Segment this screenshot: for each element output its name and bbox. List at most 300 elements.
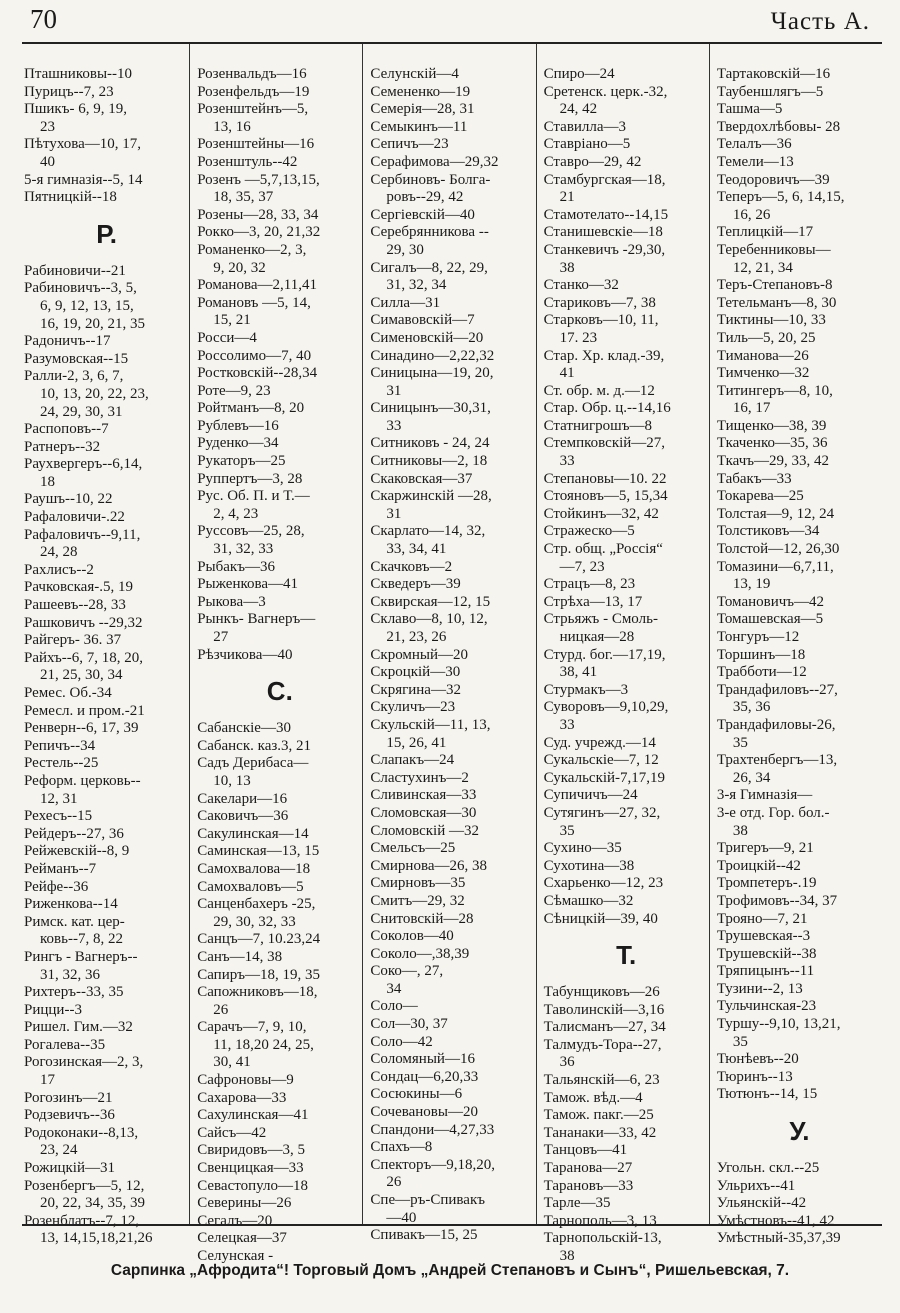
directory-entry: Суворовъ—9,10,29, [543, 699, 669, 716]
directory-entry: Римск. кат. цер- [24, 913, 125, 930]
directory-entry: Самохвалова—18 [197, 860, 311, 877]
directory-entry: Трабботи—12 [716, 664, 807, 681]
directory-entry: Ренверн--6, 17, 39 [24, 720, 139, 737]
directory-entry: Селунская - [197, 1248, 274, 1264]
directory-entry: Самохваловъ—5 [197, 878, 304, 895]
entry-continuation: 26 [213, 1001, 229, 1018]
directory-entry: Ставро—29, 42 [543, 153, 642, 170]
directory-entry: Угольн. скл.--25 [716, 1160, 820, 1177]
letter-heading: У. [789, 1116, 810, 1147]
entry-continuation: 38 [559, 259, 575, 276]
directory-entry: Статнигрошъ—8 [543, 417, 652, 434]
directory-entry: Тетельманъ—8, 30 [716, 294, 837, 311]
directory-entry: Рублевъ—16 [197, 417, 279, 434]
directory-entry: Сапиръ—18, 19, 35 [197, 966, 320, 983]
entry-continuation: 12, 21, 34 [732, 259, 793, 276]
directory-entry: Радоничъ--17 [24, 333, 111, 350]
directory-entry: Тарнополь—3, 13 [543, 1212, 657, 1229]
directory-entry: Сарачъ—7, 9, 10, [197, 1019, 307, 1036]
directory-entry: Сафроновы—9 [197, 1072, 294, 1089]
directory-entry: Трандафиловъ--27, [716, 681, 838, 698]
directory-entry: Туршу--9,10, 13,21, [716, 1016, 841, 1033]
directory-entry: Соколов—40 [370, 928, 454, 945]
directory-entry: Родоконаки--8,13, [24, 1124, 139, 1141]
directory-entry: Талмудъ-Тора--27, [543, 1036, 662, 1053]
entry-continuation: 41 [559, 365, 575, 382]
directory-entry: Ройтманъ—8, 20 [197, 400, 305, 417]
directory-entry: Рафаловичъ--9,11, [24, 526, 141, 543]
entry-continuation: 10, 13, 20, 22, 23, [40, 385, 149, 402]
directory-entry: Табакъ—33 [716, 470, 792, 487]
entry-continuation: 33 [559, 453, 575, 470]
directory-entry: Сѣмашко—32 [543, 892, 634, 909]
entry-continuation: 35 [732, 1033, 748, 1050]
directory-entry: Рус. Об. П. и Т.— [197, 488, 310, 505]
directory-entry: Стойкинъ—32, 42 [543, 505, 659, 522]
directory-entry: Скаржинскій —28, [370, 488, 492, 505]
entry-continuation: 12, 31 [40, 790, 78, 807]
entry-continuation: 30, 41 [213, 1054, 251, 1071]
directory-entry: Санъ—14, 38 [197, 948, 283, 965]
entry-continuation: 31, 32, 34 [386, 277, 447, 294]
directory-entry: Реформ. церковь-- [24, 772, 141, 789]
directory-entry: Стрьяжъ - Смоль- [543, 611, 658, 628]
directory-entry: Романовъ —5, 14, [197, 294, 311, 311]
entry-continuation: 24, 42 [559, 101, 598, 118]
directory-entry: Рафаловичи-.22 [24, 509, 125, 526]
entry-continuation: 31, 32, 36 [40, 966, 100, 983]
directory-entry: Тиманова—26 [716, 347, 809, 364]
entry-continuation: 13, 14,15,18,21,26 [40, 1230, 153, 1247]
directory-entry: Стамбургская—18, [543, 171, 666, 188]
entry-continuation: —7, 23 [559, 558, 605, 575]
directory-entry: Сосюкины—6 [370, 1086, 463, 1103]
directory-entry: Суд. учрежд.—14 [543, 734, 656, 751]
directory-entry: Тюнѣевъ--20 [716, 1051, 799, 1068]
directory-entry: Рыкова—3 [197, 593, 266, 610]
directory-entry: Серебрянникова -- [370, 224, 489, 241]
directory-entry: Телалъ—36 [716, 136, 792, 153]
entry-continuation: 21, 25, 30, 34 [40, 667, 123, 684]
directory-entry: Стурд. бог.—17,19, [543, 646, 666, 663]
directory-entry: Пѣтухова—10, 17, [24, 136, 142, 153]
directory-entry: Скачковъ—2 [370, 558, 453, 575]
directory-entry: Стр. общ. „Россія“ [543, 541, 663, 558]
directory-entry: Селунскій—4 [370, 66, 459, 82]
directory-entry: Рыбакъ—36 [197, 558, 275, 575]
directory-entry: Рогозинская—2, 3, [24, 1054, 144, 1071]
directory-entry: Сондац—6,20,33 [370, 1068, 479, 1085]
directory-entry: Сегалъ—20 [197, 1212, 273, 1229]
directory-entry: Тонгуръ—12 [716, 629, 800, 645]
entry-continuation: 38 [732, 822, 748, 839]
directory-entry: Спандони—4,27,33 [370, 1121, 495, 1138]
directory-entry: Трушевская--3 [716, 928, 811, 945]
letter-heading: Т. [616, 940, 637, 971]
directory-entry: Рачковская-.5, 19 [24, 579, 133, 596]
directory-entry: Таранова—27 [543, 1160, 633, 1177]
entry-continuation: ковь--7, 8, 22 [40, 931, 123, 948]
directory-entry: Разумовская--15 [24, 350, 129, 367]
directory-entry: Раушъ--10, 22 [24, 491, 113, 508]
directory-entry: Рейфе--36 [24, 878, 89, 895]
entry-continuation: 6, 9, 12, 13, 15, [40, 297, 134, 314]
directory-entry: Склаво—8, 10, 12, [370, 611, 488, 628]
entry-continuation: 15, 26, 41 [386, 734, 447, 751]
entry-continuation: 18, 35, 37 [213, 189, 274, 206]
directory-entry: Серафимова—29,32 [370, 153, 499, 170]
directory-entry: Россолимо—7, 40 [197, 347, 312, 364]
directory-entry: Стрѣха—13, 17 [543, 593, 643, 610]
entry-continuation: 35 [732, 734, 748, 751]
directory-entry: Тузини--2, 13 [716, 980, 803, 997]
directory-entry: 3-я Гимназія— [716, 787, 813, 804]
directory-entry: Скульскій—11, 13, [370, 716, 491, 733]
directory-entry: Ремес. Об.-34 [24, 685, 112, 701]
directory-entry: Рахлисъ--2 [24, 561, 94, 578]
entry-continuation: 33 [386, 417, 402, 434]
directory-entry: Смитъ—29, 32 [370, 892, 465, 909]
directory-entry: Тульчинская-23 [716, 998, 817, 1015]
entry-continuation: 16, 17 [732, 400, 771, 417]
directory-entry: Сѣницкій—39, 40 [543, 910, 658, 927]
entry-continuation: 31, 32, 33 [213, 541, 274, 558]
directory-entry: Симавовскій—7 [370, 312, 475, 329]
directory-entry: Ставріано—5 [543, 136, 631, 153]
directory-entry: Рабиновичи--21 [24, 262, 126, 279]
directory-entry: Сименовскій—20 [370, 329, 484, 346]
directory-entry: Токарева—25 [716, 488, 804, 505]
directory-entry: Торшинъ—18 [716, 646, 806, 663]
directory-entry: Рыженкова—41 [197, 576, 299, 593]
directory-entry: Розенбергъ—5, 12, [24, 1177, 145, 1194]
part-title: Часть А. [770, 8, 870, 35]
directory-entry: Стар. Обр. ц.--14,16 [543, 400, 671, 417]
directory-entry: Рогозинъ—21 [24, 1089, 113, 1106]
directory-entry: Розенъ —5,7,13,15, [197, 171, 320, 188]
directory-entry: Руденко—34 [197, 435, 279, 452]
directory-entry: Тютюнъ--14, 15 [716, 1086, 818, 1103]
directory-entry: Тищенко—38, 39 [716, 417, 827, 434]
directory-entry: Соло—42 [370, 1033, 433, 1050]
entry-continuation: 26 [386, 1174, 402, 1191]
directory-entry: Сигалъ—8, 22, 29, [370, 259, 488, 276]
directory-entry: Степановы—10. 22 [543, 470, 667, 487]
directory-entry: Розены—28, 33, 34 [197, 206, 319, 223]
directory-entry: Сутягинъ—27, 32, [543, 804, 661, 821]
directory-entry: Таубеншлягъ—5 [716, 83, 824, 100]
directory-entry: Сквирская—12, 15 [370, 593, 491, 610]
column-4 [537, 44, 710, 1264]
directory-entry: Сапожниковъ—18, [197, 984, 318, 1001]
directory-entry: Синицына—19, 20, [370, 365, 494, 382]
directory-entry: Томазини—6,7,11, [716, 558, 834, 575]
directory-entry: Тимченко—32 [716, 365, 810, 382]
directory-entry: Розенвальдъ—16 [197, 66, 307, 82]
directory-entry: Теплицкій—17 [716, 224, 814, 241]
directory-entry: Ситниковы—2, 18 [370, 453, 488, 470]
directory-entry: Станко—32 [543, 277, 619, 294]
directory-entry: Руппертъ—3, 28 [197, 470, 303, 487]
directory-entry: Твердохлѣбовы- 28 [716, 118, 841, 135]
directory-entry: Теребенниковы— [716, 241, 831, 258]
footer-advertisement: Сарпинка „Афродита“! Торговый Домъ „Андрей Степановъ и Сынъ“, Ришельевская, 7. [110, 1262, 790, 1279]
directory-entry: Тарле—35 [543, 1195, 611, 1212]
entry-continuation: 2, 4, 23 [213, 505, 259, 522]
directory-entry: Тромпетеръ-.19 [716, 875, 817, 892]
column-1 [22, 44, 190, 1247]
directory-entry: Стояновъ—5, 15,34 [543, 488, 668, 505]
directory-entry: Спе—ръ-Спивакъ [370, 1192, 485, 1208]
entry-continuation: 27 [213, 629, 229, 645]
directory-entry: Скромный—20 [370, 646, 469, 663]
directory-entry: Сол—30, 37 [370, 1016, 448, 1033]
page-number: 70 [30, 4, 57, 34]
directory-entry: Свенцицкая—33 [197, 1160, 304, 1177]
entry-continuation: 33, 34, 41 [386, 541, 447, 558]
directory-entry: Тиктины—10, 33 [716, 312, 826, 329]
entry-continuation: 13, 16 [213, 118, 251, 135]
directory-entry: Рашеевъ--28, 33 [24, 597, 126, 614]
directory-entry: Скуличъ—23 [370, 699, 456, 716]
directory-entry: Рехесъ--15 [24, 808, 93, 825]
directory-entry: Пташниковы--10 [24, 66, 133, 82]
directory-entry: Северины—26 [197, 1195, 292, 1212]
directory-entry: Сукальскіе—7, 12 [543, 752, 659, 769]
directory-entry: Толстиковъ—34 [716, 523, 820, 540]
directory-entry: Силла—31 [370, 294, 441, 311]
directory-entry: Тиль—5, 20, 25 [716, 329, 816, 346]
directory-entry: Тригеръ—9, 21 [716, 840, 814, 857]
directory-entry: Семерія—28, 31 [370, 101, 475, 118]
entry-continuation: 38 [559, 1248, 575, 1264]
directory-entry: Спахъ—8 [370, 1139, 433, 1156]
directory-entry: Спекторъ—9,18,20, [370, 1156, 496, 1173]
directory-entry: Семыкинъ—11 [370, 118, 468, 135]
directory-entry: Рестель--25 [24, 755, 99, 772]
directory-entry: Скаковская—37 [370, 470, 473, 487]
directory-entry: Рашковичъ --29,32 [24, 614, 143, 631]
directory-entry: Томановичъ—42 [716, 593, 825, 610]
directory-entry: Рицци--3 [24, 1001, 82, 1018]
directory-columns [22, 44, 882, 1264]
directory-entry: Романова—2,11,41 [197, 277, 317, 294]
directory-entry: Розенштейны—16 [197, 136, 315, 153]
directory-entry: Соколо—,38,39 [370, 945, 470, 962]
directory-entry: Спиро—24 [543, 66, 615, 82]
directory-entry: Семененко—19 [370, 83, 471, 100]
directory-entry: Сайсъ—42 [197, 1124, 267, 1141]
directory-entry: Сукальскій-7,17,19 [543, 769, 666, 786]
directory-entry: Тряпицынъ--11 [716, 963, 815, 980]
directory-entry: Сакелари—16 [197, 790, 288, 807]
entry-continuation: ровъ--29, 42 [386, 189, 464, 206]
directory-entry: Тюринъ--13 [716, 1068, 793, 1085]
directory-entry: Скрягина—32 [370, 681, 461, 698]
directory-entry: Страцъ—8, 23 [543, 576, 636, 593]
entry-continuation: —40 [386, 1209, 417, 1226]
directory-entry: Старковъ—10, 11, [543, 312, 659, 329]
letter-heading: Р. [96, 218, 117, 249]
directory-entry: 5-я гимназія--5, 14 [24, 171, 143, 188]
directory-entry: Рѣзчикова—40 [197, 646, 293, 663]
entry-continuation: 18 [40, 473, 55, 490]
directory-entry: Руссовъ—25, 28, [197, 523, 305, 540]
directory-entry: Синадино—2,22,32 [370, 347, 495, 364]
entry-continuation: 36 [559, 1054, 575, 1071]
directory-entry: Танцовъ—41 [543, 1142, 628, 1159]
entry-continuation: 13, 19 [732, 576, 771, 593]
directory-entry: Талисманъ—27, 34 [543, 1019, 666, 1036]
directory-entry: Ремесл. и пром.-21 [24, 702, 145, 719]
directory-entry: Ришел. Гим.—32 [24, 1019, 133, 1036]
entry-continuation: 17 [40, 1072, 55, 1089]
directory-entry: Саминская—13, 15 [197, 843, 320, 860]
directory-entry: Слапакъ—24 [370, 752, 455, 769]
directory-entry: Сластухинъ—2 [370, 769, 469, 786]
directory-entry: Соко—, 27, [370, 963, 444, 980]
directory-entry: Темели—13 [716, 153, 794, 170]
directory-entry: Рукаторъ—25 [197, 453, 286, 470]
directory-entry: Рейдеръ--27, 36 [24, 825, 124, 842]
directory-entry: Риженкова--14 [24, 896, 118, 913]
directory-entry: Станкевичъ -29,30, [543, 241, 666, 258]
directory-entry: Рейжевскій--8, 9 [24, 843, 130, 860]
directory-entry: 3-е отд. Гор. бол.- [716, 804, 830, 821]
directory-entry: Сретенск. церк.-32, [543, 83, 668, 100]
directory-entry: Рейманъ--7 [24, 860, 97, 877]
directory-entry: Титингеръ—8, 10, [716, 382, 833, 399]
directory-entry: Ст. обр. м. д.—12 [543, 382, 655, 399]
directory-entry: Табунщиковъ—26 [543, 984, 660, 1001]
directory-entry: Селецкая—37 [197, 1230, 287, 1247]
directory-entry: Романенко—2, 3, [197, 241, 307, 258]
directory-entry: Санцъ—7, 10.23,24 [197, 931, 321, 948]
directory-entry: Сабанск. каз.3, 21 [197, 737, 312, 754]
directory-entry: Райхъ--6, 7, 18, 20, [24, 649, 143, 666]
directory-entry: Трофимовъ--34, 37 [716, 892, 838, 909]
directory-entry: Сухотина—38 [543, 857, 635, 874]
directory-entry: Сепичъ—23 [370, 136, 449, 153]
directory-entry: Тарнопольскій-13, [543, 1230, 662, 1247]
entry-continuation: 21 [559, 189, 575, 206]
directory-entry: Скроцкій—30 [370, 664, 461, 681]
entry-continuation: 38, 41 [559, 664, 598, 681]
entry-continuation: 9, 20, 32 [213, 259, 266, 276]
directory-entry: Репичъ--34 [24, 737, 96, 754]
column-2 [190, 44, 363, 1264]
directory-entry: Родзевичъ--36 [24, 1107, 115, 1124]
directory-entry: Раухвергеръ--6,14, [24, 456, 143, 473]
entry-continuation: ницкая—28 [559, 629, 635, 645]
directory-entry: Розенштуль--42 [197, 153, 298, 170]
directory-entry: Сухино—35 [543, 840, 622, 857]
directory-entry: Распоповъ--7 [24, 421, 109, 438]
directory-entry: Станишевскіе—18 [543, 224, 663, 241]
entry-continuation: 31 [386, 505, 402, 522]
directory-entry: Рынкъ- Вагнеръ— [197, 611, 316, 628]
directory-entry: Ташма—5 [716, 101, 783, 118]
directory-entry: Рогалева--35 [24, 1036, 106, 1053]
directory-entry: Трахтенбергъ—13, [716, 752, 838, 769]
entry-continuation: 16, 19, 20, 21, 35 [40, 315, 145, 332]
directory-entry: Умѣстновъ--41, 42 [716, 1212, 835, 1229]
directory-entry: Трандафиловы-26, [716, 716, 836, 733]
entry-continuation: 17. 23 [559, 329, 598, 346]
directory-entry: Райгеръ- 36. 37 [24, 632, 122, 649]
directory-entry: Сливинская—33 [370, 787, 477, 804]
directory-entry: Севастопуло—18 [197, 1177, 308, 1194]
entry-continuation: 24, 28 [40, 544, 78, 561]
directory-entry: Санценбахеръ -25, [197, 896, 316, 913]
directory-entry: Смельсъ—25 [370, 840, 456, 857]
directory-entry: Теръ-Степановъ-8 [716, 277, 833, 294]
entry-continuation: 23 [40, 118, 55, 135]
directory-entry: Стражеско—5 [543, 523, 635, 540]
entry-continuation: 15, 21 [213, 312, 251, 329]
directory-entry: Роте—9, 23 [197, 382, 271, 399]
directory-entry: Саковичъ—36 [197, 808, 289, 825]
entry-continuation: 31 [386, 382, 402, 399]
directory-entry: Сергіевскій—40 [370, 206, 475, 223]
directory-entry: Таволинскій—3,16 [543, 1001, 665, 1018]
directory-entry: Спивакъ—15, 25 [370, 1227, 478, 1244]
directory-entry: Свиридовъ—3, 5 [197, 1142, 305, 1159]
directory-entry: Садъ Дерибаса— [197, 755, 309, 772]
directory-entry: Соло— [370, 998, 418, 1015]
directory-entry: Пшикъ- 6, 9, 19, [24, 101, 127, 118]
directory-entry: Ткаченко—35, 36 [716, 435, 828, 452]
directory-entry: Рингъ - Вагнеръ-- [24, 948, 138, 965]
directory-entry: Троицкій--42 [716, 857, 801, 874]
entry-continuation: 40 [40, 153, 55, 170]
directory-entry: Смирновъ—35 [370, 875, 466, 892]
directory-entry: Тамож. пакг.—25 [543, 1107, 654, 1124]
entry-continuation: 23, 24 [40, 1142, 78, 1159]
directory-entry: Рабиновичъ--3, 5, [24, 280, 137, 297]
directory-entry: Ульрихъ--41 [716, 1177, 796, 1194]
directory-entry: Стемпковскій—27, [543, 435, 666, 452]
directory-entry: Снитовскій—28 [370, 910, 474, 927]
entry-continuation: 10, 13 [213, 772, 251, 789]
directory-entry: Ратнеръ--32 [24, 438, 101, 455]
directory-entry: Сочевановы—20 [370, 1104, 478, 1121]
directory-entry: Розенштейнъ—5, [197, 101, 309, 118]
directory-entry: Рожицкій—31 [24, 1160, 115, 1177]
directory-entry: Стариковъ—7, 38 [543, 294, 656, 311]
directory-entry: Толстой—12, 26,30 [716, 541, 840, 558]
directory-entry: Сабанскіе—30 [197, 720, 291, 737]
entry-continuation: 33 [559, 716, 575, 733]
directory-entry: Тальянскій—6, 23 [543, 1072, 660, 1089]
entry-continuation: 16, 26 [732, 206, 771, 223]
directory-entry: Сакулинская—14 [197, 825, 309, 842]
directory-entry: Соломяный—16 [370, 1051, 475, 1068]
directory-entry: Трояно—7, 21 [716, 910, 808, 927]
directory-entry: Рокко—3, 20, 21,32 [197, 224, 321, 241]
entry-continuation: 29, 30 [386, 241, 424, 258]
directory-entry: Теперъ—5, 6, 14,15, [716, 189, 845, 206]
directory-entry: Тамож. вѣд.—4 [543, 1089, 643, 1106]
entry-continuation: 20, 22, 34, 35, 39 [40, 1195, 145, 1212]
directory-entry: Скведеръ—39 [370, 576, 461, 593]
directory-entry: Сахулинская—41 [197, 1107, 309, 1124]
directory-entry: Супичичъ—24 [543, 787, 638, 804]
directory-entry: Рихтеръ--33, 35 [24, 984, 124, 1001]
entry-continuation: 26, 34 [732, 769, 771, 786]
directory-entry: Синицынъ—30,31, [370, 400, 491, 417]
column-5 [710, 44, 882, 1247]
